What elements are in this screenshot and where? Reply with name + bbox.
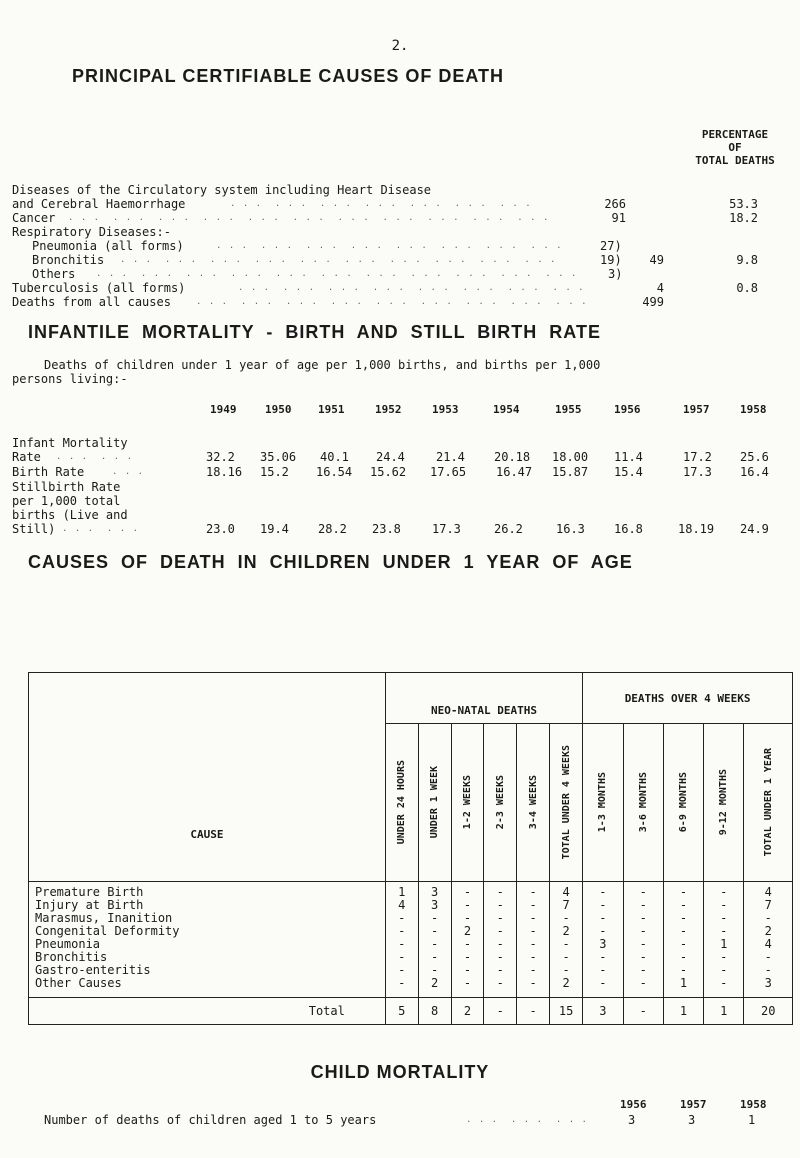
- table-cell-value: -: [529, 937, 537, 951]
- table-cell-value: 4: [764, 937, 772, 951]
- column-header-cell: [663, 724, 703, 882]
- table-cell-value: 7: [764, 898, 772, 912]
- rate-value: 20.18: [494, 450, 531, 464]
- table-cell-value: -: [496, 898, 504, 912]
- table-cell-value: 3: [430, 885, 439, 899]
- rate-label: Stillbirth Rate: [12, 480, 121, 494]
- column-values: [451, 882, 484, 998]
- table-cell-value: 4: [764, 885, 772, 899]
- total-value: -: [484, 998, 517, 1025]
- table-cell-value: -: [764, 963, 772, 977]
- total-value: -: [623, 998, 663, 1025]
- cause-tuberculosis-label: Tuberculosis (all forms): [12, 281, 186, 295]
- table-cell-value: -: [496, 924, 504, 938]
- table-row-cause: Bronchitis: [35, 950, 108, 964]
- table-cell-value: -: [720, 885, 728, 899]
- table-cell-value: -: [679, 963, 688, 977]
- table-cell-value: -: [529, 885, 537, 899]
- column-header-cell: [517, 724, 550, 882]
- table-cell-value: -: [599, 963, 607, 977]
- cause-header: CAUSE: [29, 673, 386, 882]
- year-header: 1953: [432, 403, 459, 416]
- cause-others-label: Others: [32, 267, 76, 281]
- rate-label: per 1,000 total: [12, 494, 121, 508]
- table-cell-value: -: [529, 976, 537, 990]
- table-cell-value: -: [679, 950, 688, 964]
- leader-dots: . . . . . .: [56, 452, 134, 462]
- table-cell-value: 3: [599, 937, 607, 951]
- rate-value: 26.2: [494, 522, 523, 536]
- child-value: 3: [628, 1113, 636, 1127]
- total-label: Total: [29, 998, 386, 1025]
- table-cell-value: -: [463, 950, 472, 964]
- table-row-cause: Congenital Deformity: [35, 924, 180, 938]
- table-cell-value: -: [599, 911, 607, 925]
- rate-value: 18.16: [206, 465, 243, 479]
- year-header: 1958: [740, 403, 767, 416]
- column-header: 1-3 MONTHS: [597, 772, 609, 833]
- table-cell-value: -: [430, 937, 439, 951]
- table-cell-value: -: [679, 911, 688, 925]
- cause-all-label: Deaths from all causes: [12, 295, 171, 309]
- cause-pneumonia-sub: 27): [600, 239, 622, 253]
- rate-value: 17.3: [432, 522, 461, 536]
- column-header: 1-2 WEEKS: [461, 775, 473, 830]
- year-header: 1950: [265, 403, 292, 416]
- table-cell-value: -: [463, 963, 472, 977]
- total-value: 3: [583, 998, 623, 1025]
- column-header-cell: [550, 724, 583, 882]
- percentage-header-line3: TOTAL DEATHS: [695, 154, 775, 167]
- table-cell-value: 3: [430, 898, 439, 912]
- cause-circulatory-count: 266: [604, 197, 626, 211]
- table-cell-value: -: [720, 924, 728, 938]
- rate-value: 32.2: [206, 450, 235, 464]
- rate-value: 21.4: [436, 450, 465, 464]
- infantile-desc-line1: Deaths of children under 1 year of age per 1,000 births, and births per 1,000: [44, 358, 601, 372]
- table-cell-value: -: [430, 911, 439, 925]
- table-cell-value: -: [764, 950, 772, 964]
- column-header-cell: [418, 724, 451, 882]
- rate-value: 23.0: [206, 522, 235, 536]
- column-values: [418, 882, 451, 998]
- rate-value: 16.4: [740, 465, 769, 479]
- table-cell-value: -: [639, 937, 647, 951]
- child-mortality-title: CHILD MORTALITY: [310, 1062, 490, 1082]
- table-cell-value: -: [639, 950, 647, 964]
- table-row-cause: Other Causes: [35, 976, 122, 990]
- table-cell-value: -: [496, 937, 504, 951]
- table-cell-value: -: [430, 924, 439, 938]
- cause-respiratory-label: Respiratory Diseases:-: [12, 225, 171, 239]
- table-cell-value: -: [398, 924, 406, 938]
- cause-respiratory-percent: 9.8: [736, 253, 758, 267]
- cause-cancer-label: Cancer: [12, 211, 56, 225]
- children-causes-title: CAUSES OF DEATH IN CHILDREN UNDER 1 YEAR OF AGE: [28, 552, 633, 572]
- cause-tuberculosis-count: 4: [656, 281, 664, 295]
- table-cell-value: -: [639, 885, 647, 899]
- leader-dots: . . . . . . . . . . . . . . . . . . . . . . . .: [216, 241, 563, 251]
- table-cell-value: -: [764, 911, 772, 925]
- rate-value: 18.00: [552, 450, 589, 464]
- total-value: 1: [663, 998, 703, 1025]
- column-header-cell: [484, 724, 517, 882]
- child-value: 1: [748, 1113, 756, 1127]
- cause-circulatory-label: and Cerebral Haemorrhage: [12, 197, 186, 211]
- rate-value: 24.4: [376, 450, 405, 464]
- cause-bronchitis-label: Bronchitis: [32, 253, 105, 267]
- table-row-cause: Injury at Birth: [35, 898, 144, 912]
- table-cell-value: 1: [720, 937, 728, 951]
- rate-label: births (Live and: [12, 508, 128, 522]
- table-cell-value: -: [599, 924, 607, 938]
- year-header: 1951: [318, 403, 345, 416]
- table-cell-value: -: [398, 963, 406, 977]
- percentage-header-line2: OF: [728, 141, 742, 154]
- neonatal-group-header: NEO-NATAL DEATHS: [385, 673, 582, 724]
- cause-others-sub: 3): [608, 267, 623, 281]
- cause-pneumonia-label: Pneumonia (all forms): [32, 239, 184, 253]
- infantile-mortality-title: INFANTILE MORTALITY - BIRTH AND STILL BIRTH RATE: [28, 322, 601, 342]
- children-causes-table: [28, 672, 793, 1025]
- column-values: [744, 882, 793, 998]
- total-value: -: [517, 998, 550, 1025]
- column-header: TOTAL UNDER 4 WEEKS: [560, 745, 572, 860]
- cause-tuberculosis-percent: 0.8: [736, 281, 758, 295]
- column-values: [583, 882, 623, 998]
- column-header-cell: [583, 724, 623, 882]
- table-cell-value: -: [496, 911, 504, 925]
- cause-circulatory-line1: Diseases of the Circulatory system including Heart Disease: [12, 183, 432, 197]
- column-header-cell: [704, 724, 744, 882]
- table-row-cause: Pneumonia: [35, 937, 101, 951]
- table-cell-value: -: [639, 924, 647, 938]
- table-row-cause: Marasmus, Inanition: [35, 911, 173, 925]
- principal-causes-title: PRINCIPAL CERTIFIABLE CAUSES OF DEATH: [72, 66, 505, 86]
- year-header: 1957: [683, 403, 710, 416]
- rate-value: 17.3: [683, 465, 712, 479]
- table-cell-value: -: [463, 976, 472, 990]
- leader-dots: . . . . . . . . . . . . . . . . . . . . .: [230, 199, 532, 209]
- table-cell-value: 1: [398, 885, 406, 899]
- column-header: 9-12 MONTHS: [718, 769, 730, 836]
- column-header: UNDER 1 WEEK: [429, 766, 441, 839]
- year-header: 1949: [210, 403, 237, 416]
- table-cell-value: -: [639, 898, 647, 912]
- rate-label: Rate: [12, 450, 41, 464]
- table-cell-value: -: [639, 976, 647, 990]
- table-cell-value: -: [529, 924, 537, 938]
- table-cell-value: -: [679, 898, 688, 912]
- leader-dots: . . . . . . . . . . . . . . . . . . . . . . . . . . .: [196, 297, 588, 307]
- cause-list-cell: [29, 882, 386, 998]
- leader-dots: . . . . . . . . . . . . . . . . . . . . . . . . . . . . . .: [120, 255, 557, 265]
- table-cell-value: -: [599, 976, 607, 990]
- rate-value: 24.9: [740, 522, 769, 536]
- table-cell-value: -: [496, 963, 504, 977]
- table-cell-value: -: [529, 911, 537, 925]
- cause-bronchitis-sub: 19): [600, 253, 622, 267]
- column-values: [484, 882, 517, 998]
- table-cell-value: -: [562, 937, 570, 951]
- table-cell-value: -: [398, 950, 406, 964]
- column-header-cell: [744, 724, 793, 882]
- column-header: 2-3 WEEKS: [494, 775, 506, 830]
- leader-dots: . . .: [112, 467, 145, 477]
- table-cell-value: -: [463, 898, 472, 912]
- table-cell-value: -: [639, 963, 647, 977]
- column-header-cell: [451, 724, 484, 882]
- cause-cancer-percent: 18.2: [729, 211, 758, 225]
- table-cell-value: -: [562, 950, 570, 964]
- rate-value: 16.47: [496, 465, 533, 479]
- table-cell-value: 2: [430, 976, 439, 990]
- rate-value: 15.62: [370, 465, 407, 479]
- rate-value: 17.65: [430, 465, 467, 479]
- table-cell-value: -: [599, 898, 607, 912]
- table-cell-value: -: [430, 963, 439, 977]
- table-cell-value: -: [496, 885, 504, 899]
- table-cell-value: -: [529, 898, 537, 912]
- cause-circulatory-percent: 53.3: [729, 197, 758, 211]
- total-value: 15: [550, 998, 583, 1025]
- column-header: UNDER 24 HOURS: [396, 760, 408, 845]
- column-values: [385, 882, 418, 998]
- total-value: 5: [385, 998, 418, 1025]
- table-cell-value: -: [463, 885, 472, 899]
- table-cell-value: 4: [562, 885, 570, 899]
- cause-all-count: 499: [642, 295, 664, 309]
- column-header: 6-9 MONTHS: [677, 772, 689, 833]
- table-cell-value: 4: [398, 898, 406, 912]
- leader-dots: . . . . . . . . . . . . . . . . . . . . . . . . . . . . . . . . .: [96, 269, 578, 279]
- table-cell-value: -: [720, 963, 728, 977]
- table-cell-value: -: [599, 950, 607, 964]
- rate-value: 16.3: [556, 522, 585, 536]
- rate-value: 16.8: [614, 522, 643, 536]
- child-year: 1958: [740, 1098, 767, 1111]
- percentage-header: [680, 128, 790, 167]
- column-header: TOTAL UNDER 1 YEAR: [762, 748, 774, 857]
- table-cell-value: -: [720, 898, 728, 912]
- column-values: [550, 882, 583, 998]
- table-cell-value: -: [463, 911, 472, 925]
- table-cell-value: 2: [463, 924, 472, 938]
- rate-label: Still): [12, 522, 56, 536]
- column-header: 3-4 WEEKS: [527, 775, 539, 830]
- table-cell-value: -: [720, 976, 728, 990]
- table-cell-value: 2: [562, 924, 570, 938]
- infantile-desc-line2: persons living:-: [12, 372, 128, 386]
- rate-value: 15.2: [260, 465, 289, 479]
- total-value: 2: [451, 998, 484, 1025]
- year-header: 1955: [555, 403, 582, 416]
- table-cell-value: -: [562, 963, 570, 977]
- table-cell-value: -: [679, 937, 688, 951]
- table-cell-value: 2: [562, 976, 570, 990]
- rate-value: 16.54: [316, 465, 353, 479]
- rate-value: 28.2: [318, 522, 347, 536]
- rate-value: 18.19: [678, 522, 715, 536]
- table-cell-value: 3: [764, 976, 772, 990]
- table-cell-value: -: [463, 937, 472, 951]
- percentage-header-line1: PERCENTAGE: [701, 128, 769, 141]
- over-4-weeks-group-header: DEATHS OVER 4 WEEKS: [583, 673, 793, 724]
- table-cell-value: 1: [679, 976, 688, 990]
- column-header-cell: [623, 724, 663, 882]
- year-header: 1956: [614, 403, 641, 416]
- table-cell-value: -: [398, 976, 406, 990]
- table-cell-value: -: [639, 911, 647, 925]
- rate-value: 35.06: [260, 450, 297, 464]
- table-cell-value: -: [720, 911, 728, 925]
- year-header: 1954: [493, 403, 520, 416]
- table-row-cause: Gastro-enteritis: [35, 963, 151, 977]
- child-mortality-label: Number of deaths of children aged 1 to 5 years: [44, 1113, 377, 1127]
- table-cell-value: 2: [764, 924, 772, 938]
- table-cell-value: -: [679, 924, 688, 938]
- table-cell-value: -: [529, 950, 537, 964]
- rate-label: Birth Rate: [12, 465, 85, 479]
- rate-value: 25.6: [740, 450, 769, 464]
- leader-dots: . . . . . . . . . . . . . . . . . . . . . . . .: [238, 283, 585, 293]
- rate-value: 19.4: [260, 522, 289, 536]
- page-number: 2.: [391, 38, 409, 54]
- table-row-cause: Premature Birth: [35, 885, 144, 899]
- table-cell-value: -: [529, 963, 537, 977]
- cause-respiratory-count: 49: [649, 253, 664, 267]
- rate-value: 23.8: [372, 522, 401, 536]
- table-cell-value: -: [398, 911, 406, 925]
- table-cell-value: -: [720, 950, 728, 964]
- rate-value: 15.87: [552, 465, 589, 479]
- table-cell-value: -: [496, 950, 504, 964]
- total-value: 8: [418, 998, 451, 1025]
- column-values: [517, 882, 550, 998]
- total-value: 1: [704, 998, 744, 1025]
- rate-label: Infant Mortality: [12, 436, 128, 450]
- rate-value: 40.1: [320, 450, 349, 464]
- column-header-cell: [385, 724, 418, 882]
- child-value: 3: [688, 1113, 696, 1127]
- column-values: [623, 882, 663, 998]
- rate-value: 15.4: [614, 465, 643, 479]
- cause-cancer-count: 91: [611, 211, 626, 225]
- leader-dots: . . . . . . . . .: [466, 1115, 588, 1125]
- table-cell-value: -: [679, 885, 688, 899]
- rate-value: 11.4: [614, 450, 643, 464]
- table-cell-value: -: [430, 950, 439, 964]
- column-values: [704, 882, 744, 998]
- leader-dots: . . . . . .: [62, 524, 140, 534]
- table-cell-value: -: [599, 885, 607, 899]
- table-cell-value: 7: [562, 898, 570, 912]
- column-header: 3-6 MONTHS: [637, 772, 649, 833]
- child-year: 1957: [680, 1098, 707, 1111]
- leader-dots: . . . . . . . . . . . . . . . . . . . . . . . . . . . . . . . . .: [68, 213, 550, 223]
- rate-value: 17.2: [683, 450, 712, 464]
- year-header: 1952: [375, 403, 402, 416]
- table-cell-value: -: [496, 976, 504, 990]
- total-value: 20: [744, 998, 793, 1025]
- table-cell-value: -: [398, 937, 406, 951]
- child-year: 1956: [620, 1098, 647, 1111]
- table-cell-value: -: [562, 911, 570, 925]
- column-values: [663, 882, 703, 998]
